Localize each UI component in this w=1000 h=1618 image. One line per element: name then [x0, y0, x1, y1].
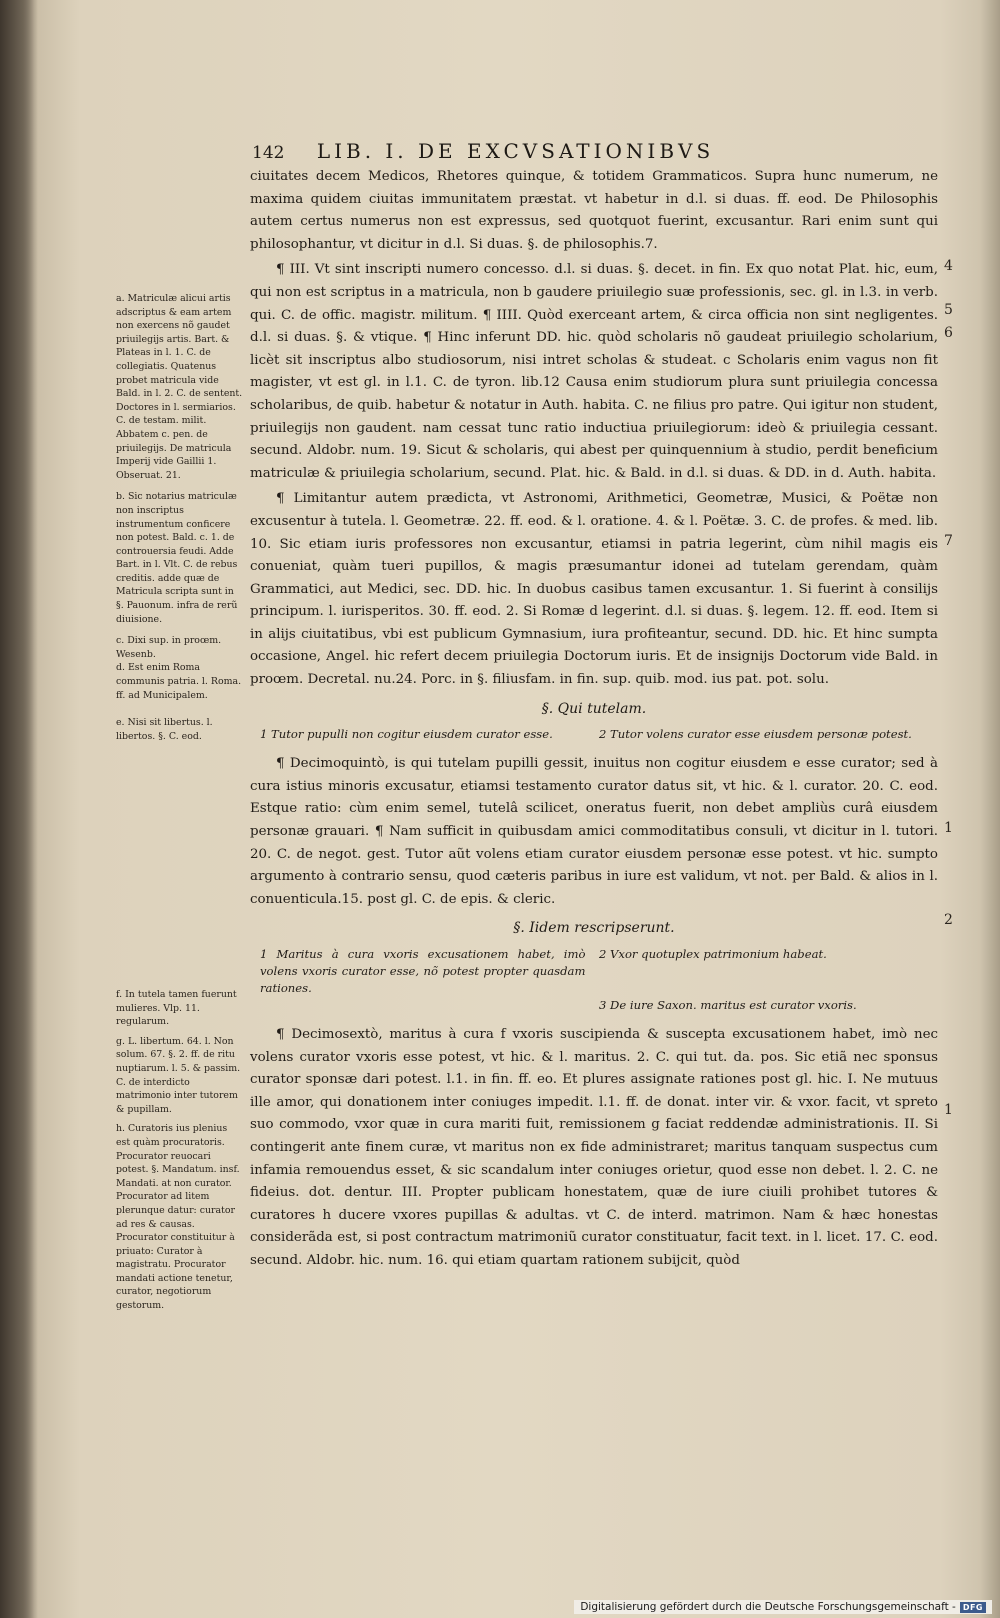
book-gutter-shadow	[0, 0, 38, 1618]
summary-item: 3 De iure Saxon. maritus est curator vxoris.	[599, 998, 857, 1012]
page-header	[252, 139, 932, 163]
margin-notes-bottom	[116, 988, 244, 1313]
summary-item: 1 Tutor pupulli non cogitur eiusdem curator esse.	[260, 727, 553, 742]
margin-note-f: f. In tutela tamen fuerunt mulieres. Vlp. 11. regularum.	[116, 989, 237, 1028]
margin-note-h: h. Curatoris ius plenius est quàm procuratoris. Procurator reuocari potest. §. Mandatum. insf. Mandati. at non curator. Procurator ad litem plerunque datur: curator ad res & causas. Procurator constituitur à priuato: Curator à magistratu. Procurator mandati actione tenetur, curator, negotiorum gestorum.	[116, 1123, 240, 1312]
paragraph-1: ciuitates decem Medicos, Rhetores quinque, & totidem Grammaticos. Supra hunc numerum, ne maxima quidem ciuitas immunitatem præstat. vt habetur in d.l. si duas. ff. eod. De Philosophis autem certus numerus non est expressus, sed quotquot fuerint, excusantur. Rari enim sunt qui philosophantur, vt dicitur in d.l. Si duas. §. de philosophis.7.	[250, 169, 938, 252]
digitization-credit	[574, 1600, 992, 1614]
margin-note-b: b. Sic notarius matriculæ non inscriptus instrumentum conficere non potest. Bald. c. 1. de controuersia feudi. Adde Bart. in l. Vlt. C. de rebus creditis. adde quæ de Matricula scripta sunt in §. Pauonum. infra de rerũ diuisione.	[116, 491, 238, 625]
section-summary-1	[260, 726, 938, 743]
main-text-column	[250, 166, 938, 1273]
folio-number: 142	[252, 143, 285, 163]
right-margin-number: 7	[944, 533, 953, 549]
summary-item: 1 Maritus à cura vxoris excusationem habet, imò volens vxoris curator esse, nõ potest propter quasdam rationes.	[260, 947, 586, 995]
right-margin-number: 1	[944, 1102, 953, 1118]
right-margin-number: 1	[944, 820, 953, 836]
right-margin-number: 2	[944, 912, 953, 928]
right-margin-number: 5	[944, 302, 953, 318]
dfg-logo-icon: DFG	[960, 1602, 986, 1613]
margin-note-g: g. L. libertum. 64. l. Non solum. 67. §. 2. ff. de ritu nuptiarum. l. 5. & passim. C. de interdicto matrimonio inter tutorem & pupillam.	[116, 1035, 241, 1115]
paragraph-2: ¶ III. Vt sint inscripti numero concesso. d.l. si duas. §. decet. in fin. Ex quo notat Plat. hic, eum, qui non est scriptus in a matricula, non b gaudere priuilegio suæ professionis, sec. gl. in l.3. in verb. qui. C. de offic. magistr. militum. ¶ IIII. Quòd exerceant artem, & circa officia non sint negligentes. d.l. si duas. §. & vtique. ¶ Hinc inferunt DD. hic. quòd scholaris nõ gaudeat priuilegio scholarium, licèt sit inscriptus albo studiosorum, nisi intret scholas & studeat. c Scholaris enim vagus non fit magister, vt est gl. in l.1. C. de tyron. lib.12 Causa enim studiorum plura sunt priuilegia concessa scholaribus, de quib. habetur & notatur in Auth. habita. C. ne filius pro patre. Qui igitur non student, priuilegijs non gaudent. nam cessat tunc ratio inductiua priuilegiorum: ideò & priuilegia cessant. secund. Aldobr. num. 19. Sicut & scholaris, qui abest per quinquennium à studio, perdit beneficium matriculæ & priuilegia scholarium, secund. Plat. hic. & Bald. in d.l. si duas. & DD. in d. Auth. habita.	[250, 262, 938, 481]
section-title-qui-tutelam: §. Qui tutelam.	[541, 700, 647, 717]
paragraph-4: ¶ Decimoquintò, is qui tutelam pupilli gessit, inuitus non cogitur eiusdem e esse curator; sed à cura istius minoris excusatur, etiamsi testamento curator datus sit, vt hic. & l. curator. 20. C. eod. Estque ratio: cùm enim semel, tutelâ scilicet, oneratus fuerit, non debet ampliùs curâ eiusdem personæ grauari. ¶ Nam sufficit in quibusdam amici commoditatibus consuli, vt dicitur in l. tutori. 20. C. de negot. gest. Tutor aũt volens etiam curator eiusdem personæ esse potest. vt hic. sumpto argumento à contrario sensu, quod cæteris paribus in iure est validum, vt not. per Bald. & alios in l. conuenticula.15. post gl. C. de epis. & cleric.	[250, 756, 938, 907]
right-margin-number: 4	[944, 258, 953, 274]
margin-notes-top	[116, 292, 244, 743]
summary-item: 2 Tutor volens curator esse eiusdem personæ potest.	[598, 727, 912, 742]
margin-note-e: e. Nisi sit libertus. l. libertos. §. C. eod.	[116, 717, 213, 742]
paragraph-5: ¶ Decimosextò, maritus à cura f vxoris suscipienda & suscepta excusationem habet, imò nec volens curator vxoris esse potest, vt hic. & l. maritus. 2. C. qui tut. da. pos. Sic etiã nec sponsus curator sponsæ dari potest. l.1. in fin. ff. eo. Et plures assignate rationes post gl. hic. I. Ne mutuus ille amor, qui donationem inter coniuges impedit. l.1. ff. de donat. inter vir. & vxor. facit, vt spreto suo commodo, vxor quæ in cura mariti fuit, remissionem g faciat reddendæ administrationis. II. Si contingerit ante finem curæ, vt maritus non ex fide administraret; maritus tanquam suspectus cum infamia remouendus esset, & sic scandalum inter coniuges orietur, quod esse non debet. l. 2. C. ne fideius. dot. dentur. III. Propter publicam honestatem, quæ de iure ciuili prohibet tutores & curatores h ducere vxores pupillas & adultas. vt C. de interd. matrimon. Nam & hæc honestas considerãda est, si post contractum matrimoniũ curator constituatur, facit text. in l. licet. 17. C. eod. secund. Aldobr. hic. num. 16. qui etiam quartam rationem subijcit, quòd	[250, 1027, 938, 1268]
credit-text: Digitalisierung gefördert durch die Deutsche Forschungsgemeinschaft -	[580, 1601, 956, 1613]
paragraph-3: ¶ Limitantur autem prædicta, vt Astronomi, Arithmetici, Geometræ, Musici, & Poëtæ non excusentur à tutela. l. Geometræ. 22. ff. eod. & l. oratione. 4. & l. Poëtæ. 3. C. de profes. & med. lib. 10. Sic etiam iuris professores non excusantur, etiamsi in patria legerint, cùm nihil magis eis conueniat, quàm tueri pupillos, & magis præsumantur idonei ad tutelam gerendam, quàm Grammatici, aut Medici, sec. DD. hic. In duobus casibus tamen excusantur. 1. Si fuerint à consilijs principum. l. iurisperitos. 30. ff. eod. 2. Si Romæ d legerint. d.l. si duas. §. legem. 12. ff. eod. Item si in alijs ciuitatibus, vbi est publicum Gymnasium, iura profiteantur, secund. DD. hic. Et hinc sumpta occasione, Angel. hic refert decem priuilegia Doctorum iuris. Et de insignijs Doctorum vide Bald. in proœm. Decretal. nu.24. Porc. in §. filiusfam. in fin. sup. quib. mod. ius pat. pot. solu.	[250, 491, 938, 688]
summary-item: 2 Vxor quotuplex patrimonium habeat.	[598, 947, 827, 961]
margin-note-a: a. Matriculæ alicui artis adscriptus & eam artem non exercens nõ gaudet priuilegijs artis. Bart. & Plateas in l. 1. C. de collegiatis. Quatenus probet matricula vide Bald. in l. 2. C. de sentent. Doctores in l. sermiarios. C. de testam. milit. Abbatem c. pen. de priuilegijs. De matricula Imperij vide Gaillii 1. Obseruat. 21.	[116, 293, 243, 481]
right-margin-number: 6	[944, 325, 953, 341]
section-summary-2	[260, 946, 938, 1014]
margin-note-c: c. Dixi sup. in proœm. Wesenb.	[116, 635, 222, 660]
running-title: LIB. I. DE EXCVSATIONIBVS	[316, 139, 715, 163]
section-title-iidem-rescripserunt: §. Iidem rescripserunt.	[513, 920, 675, 937]
margin-note-d: d. Est enim Roma communis patria. l. Roma. ff. ad Municipalem.	[116, 662, 242, 701]
